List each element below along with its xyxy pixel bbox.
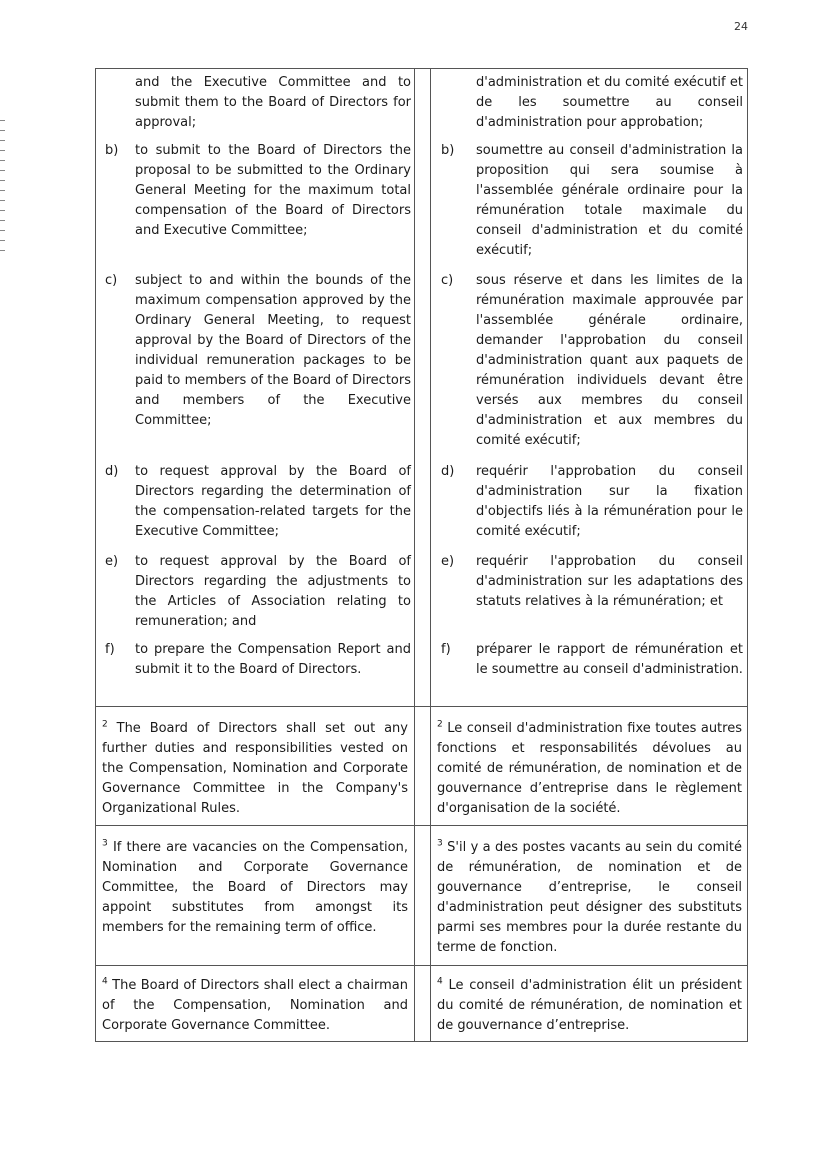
- item-label: d): [105, 464, 119, 479]
- scan-artifact-marks: [0, 120, 8, 280]
- row-divider: [96, 965, 747, 966]
- item-label: e): [105, 554, 119, 569]
- item-text: to submit to the Board of Directors the proposal to be submitted to the Ordinary General Meeting for the maximum total compensation of the Board of Directors and Executive Committee;: [135, 143, 411, 238]
- column-divider-right: [430, 69, 431, 1041]
- item-label: c): [441, 273, 454, 288]
- item-label: d): [441, 464, 455, 479]
- item-text: préparer le rapport de rémunération et le soumettre au conseil d'administration.: [476, 642, 743, 677]
- item-text: requérir l'approbation du conseil d'administration sur la fixation d'objectifs liés à la rémunération pour le comité exécutif;: [476, 464, 743, 539]
- item-text: subject to and within the bounds of the maximum compensation approved by the Ordinary General Meeting, to request approval by the Board of Directors of the individual remuneration packages to be paid to members of the Board of Directors and members of the Executive Committee;: [135, 273, 411, 428]
- item-text: to request approval by the Board of Directors regarding the adjustments to the Articles of Association relating to remuneration; and: [135, 554, 411, 629]
- item-label: e): [441, 554, 455, 569]
- french-intro-text: d'administration et du comité exécutif et de les soumettre au conseil d'administration pour approbation;: [476, 75, 743, 130]
- item-text: to prepare the Compensation Report and submit it to the Board of Directors.: [135, 642, 411, 677]
- item-label: c): [105, 273, 118, 288]
- item-text: sous réserve et dans les limites de la rémunération maximale approuvée par l'assemblée générale ordinaire, demander l'approbation du conseil d'administration quant aux paquets de rémunération individuels devant être versés aux membres du conseil d'administration et aux membres du comité exécutif;: [476, 273, 743, 448]
- french-paragraph-2: $^2$ Le conseil d'administration fixe toutes autres fonctions et responsabilités dévolues au comité de rémunération, de nomination et de gouvernance d’entreprise dans le règlement d'organisation de la société.: [437, 719, 742, 816]
- page-number: 24: [734, 20, 748, 33]
- item-label: f): [441, 642, 451, 657]
- paragraph-number: 4: [437, 976, 443, 987]
- english-paragraph-2: $^2$ The Board of Directors shall set out any further duties and responsibilities vested on the Compensation, Nomination and Corporate Governance Committee in the Company's Organizational Rules.: [102, 719, 408, 816]
- french-paragraph-4: $^4$ Le conseil d'administration élit un président du comité de rémunération, de nomination et de gouvernance d’entreprise.: [437, 976, 742, 1033]
- paragraph-number: 3: [437, 838, 443, 849]
- paragraph-number: 2: [102, 719, 108, 730]
- paragraph-number: 2: [437, 719, 443, 730]
- english-paragraph-4: $^4$ The Board of Directors shall elect a chairman of the Compensation, Nomination and Corporate Governance Committee.: [102, 976, 408, 1033]
- item-label: b): [105, 143, 119, 158]
- item-label: f): [105, 642, 115, 657]
- item-text: soumettre au conseil d'administration la proposition qui sera soumise à l'assemblée générale ordinaire pour la rémunération totale maximale du conseil d'administration et du comité exécutif;: [476, 143, 743, 258]
- english-intro-text: and the Executive Committee and to submit them to the Board of Directors for approval;: [135, 75, 411, 130]
- english-paragraph-3: $^3$ If there are vacancies on the Compensation, Nomination and Corporate Governance Committee, the Board of Directors may appoint substitutes from amongst its members for the remaining term of office.: [102, 838, 408, 935]
- french-paragraph-3: $^3$ S'il y a des postes vacants au sein du comité de rémunération, de nomination et de gouvernance d’entreprise, le conseil d'administration peut désigner des substituts parmi ses membres pour la durée restante du terme de fonction.: [437, 838, 742, 955]
- column-divider-left: [414, 69, 415, 1041]
- paragraph-number: 4: [102, 976, 108, 987]
- item-text: to request approval by the Board of Directors regarding the determination of the compensation-related targets for the Executive Committee;: [135, 464, 411, 539]
- row-divider: [96, 706, 747, 707]
- row-divider: [96, 825, 747, 826]
- bilingual-table: [95, 68, 748, 1042]
- paragraph-number: 3: [102, 838, 108, 849]
- item-label: b): [441, 143, 455, 158]
- item-text: requérir l'approbation du conseil d'administration sur les adaptations des statuts relatives à la rémunération; et: [476, 554, 743, 609]
